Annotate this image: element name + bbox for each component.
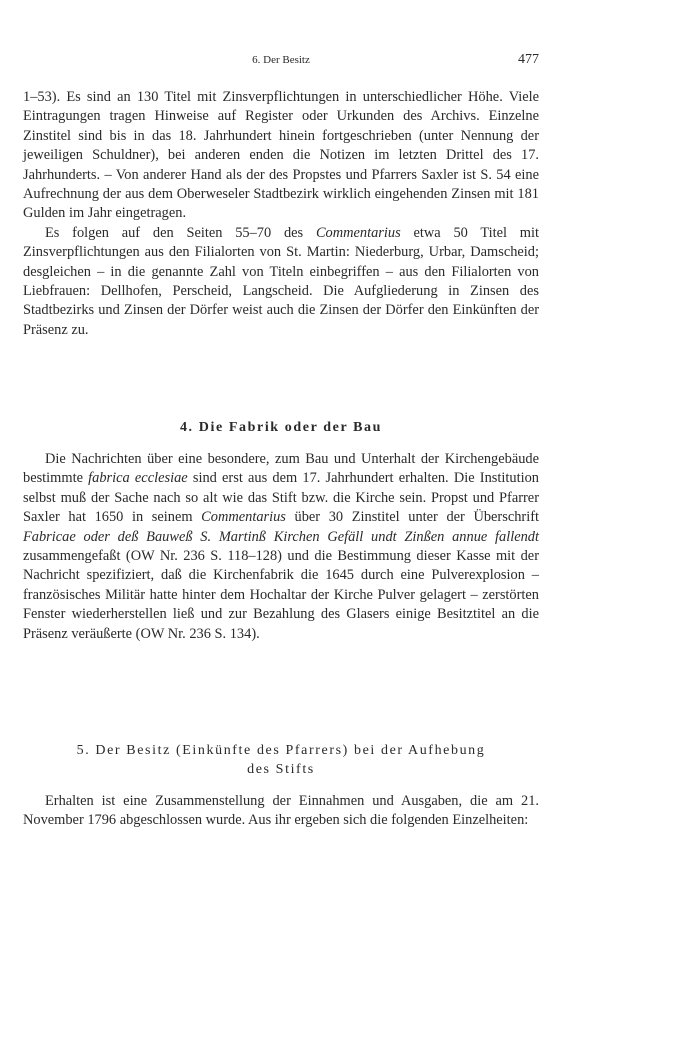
- section-4-body: [23, 450, 539, 644]
- text-run: zusammengefaßt (OW Nr. 236 S. 118–128) und die Bestimmung dieser Kasse mit der Nachricht spezifiziert, daß die Kirchenfabrik die 1645 durch eine Pulverexplosion – französisches Militär hatte hinter dem Hochaltar der Kirche Pulver gelagert – zerstörten Fenster wiederherstellen ließ und zur Bezahlung des Glasers einige Besitztitel an die Präsenz veräußerte (OW Nr. 236 S. 134).: [23, 548, 539, 642]
- section-heading: 4. Die Fabrik oder der Bau: [179, 420, 383, 435]
- heading-line: 5. Der Besitz (Einkünfte des Pfarrers) bei der Aufhebung: [76, 743, 486, 758]
- paragraph: [23, 450, 539, 644]
- paragraph: [23, 224, 539, 340]
- running-head: [23, 52, 539, 72]
- italic-quote: Fabricae oder deß Bauweß S. Martinß Kirchen Gefäll undt Zinßen annue fallendt: [23, 528, 539, 545]
- section-3-continuation: [23, 88, 539, 340]
- heading-line: des Stifts: [247, 762, 315, 777]
- section-5-body: [23, 792, 539, 831]
- section-heading: [23, 741, 539, 779]
- text-run: Es folgen auf den Seiten 55–70 des: [45, 224, 316, 241]
- running-title: 6. Der Besitz: [252, 54, 310, 66]
- text-run: sind erst aus dem 17. Jahrhundert erhalten. Die Institution selbst muß der Sache nach so alt wie das Stift bzw. die Kirche sein. Propst und Pfarrer Saxler hat 1650 in seinem: [23, 470, 539, 526]
- paragraph: 1–53). Es sind an 130 Titel mit Zinsverpflichtungen in unterschiedlicher Höhe. Viele Eintragungen tragen Hinweise auf Register oder Urkunden des Archivs. Einzelne Zinstitel sind bis in das 18. Jahrhundert hinein fortgeschrieben (unter Nennung der jeweiligen Schuldner), bei anderen enden die Notizen im letzten Drittel des 17. Jahrhunderts. – Von anderer Hand als der des Propstes und Pfarrers Saxler ist S. 54 eine Aufrechnung der aus dem Oberweseler Stadtbezirk wirklich eingehenden Zinsen mit 181 Gulden im Jahr eingetragen.: [23, 89, 539, 222]
- italic-title: Commentarius: [315, 224, 401, 241]
- page-number: 477: [518, 52, 539, 67]
- italic-title: Commentarius: [201, 509, 286, 526]
- paragraph: Erhalten ist eine Zusammenstellung der Einnahmen und Ausgaben, die am 21. November 1796 abgeschlossen wurde. Aus ihr ergeben sich die folgenden Einzelheiten:: [23, 793, 539, 829]
- text-run: über 30 Zinstitel unter der Überschrift: [285, 509, 539, 526]
- text-run: Die Nachrichten über eine besondere, zum Bau und Unterhalt der Kirchengebäude bestimmte: [23, 451, 539, 487]
- italic-term: fabrica ecclesiae: [88, 470, 188, 487]
- text-run: etwa 50 Titel mit Zinsverpflichtungen aus den Filialorten von St. Martin: Niederburg, Urbar, Damscheid; desgleichen – in die genannte Zahl von Titeln einbegriffen – aus den Filialorten von Liebfrauen: Dellhofen, Perscheid, Langscheid. Die Aufgliederung in Zinsen des Stadtbezirks und Zinsen der Dörfer weist auch die Zinsen der Dörfer den Einkünften der Präsenz zu.: [23, 224, 540, 338]
